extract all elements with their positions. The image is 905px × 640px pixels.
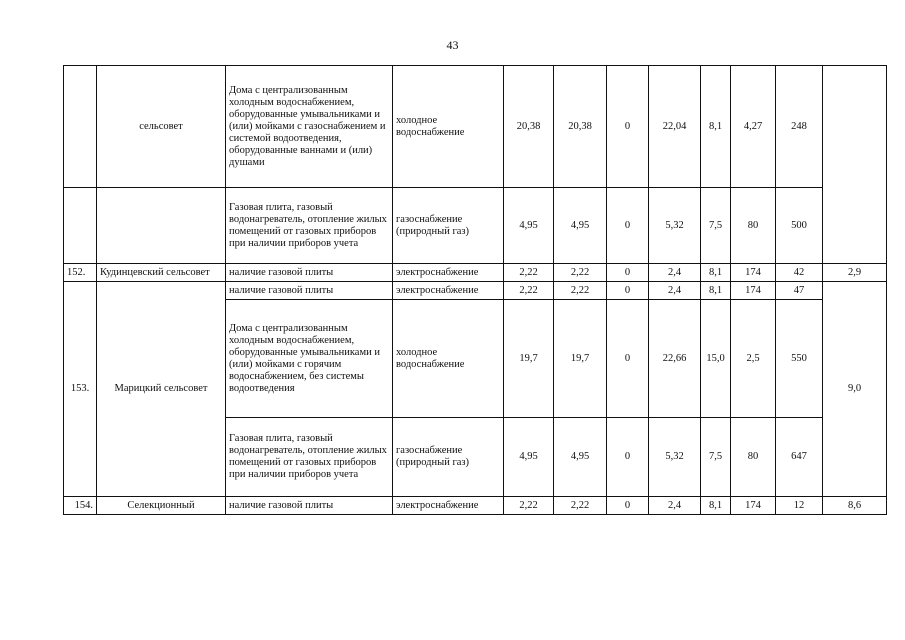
value-cell: 20,38: [554, 66, 607, 188]
value-cell: 248: [776, 66, 823, 188]
value-cell: 8,1: [701, 66, 731, 188]
settlement-cell: Селекционный: [97, 497, 226, 515]
value-cell: 5,32: [649, 188, 701, 264]
description-cell: Дома с централизованным холодным водоснабжением, оборудованные умывальниками и (или) мойками с газоснабжением и системой водоотведения, оборудованные ваннами и (или) душами: [226, 66, 393, 188]
total-cell: 8,6: [823, 497, 887, 515]
value-cell: 12: [776, 497, 823, 515]
value-cell: 19,7: [554, 300, 607, 418]
value-cell: 8,1: [701, 264, 731, 282]
value-cell: 5,32: [649, 418, 701, 497]
value-cell: 2,22: [504, 497, 554, 515]
value-cell: 2,22: [554, 264, 607, 282]
value-cell: 0: [607, 264, 649, 282]
service-cell: холодное водоснабжение: [393, 66, 504, 188]
value-cell: 0: [607, 188, 649, 264]
value-cell: 80: [731, 418, 776, 497]
row-number: [64, 188, 97, 264]
value-cell: 174: [731, 264, 776, 282]
row-number: [64, 66, 97, 188]
value-cell: 22,66: [649, 300, 701, 418]
value-cell: 15,0: [701, 300, 731, 418]
value-cell: 0: [607, 66, 649, 188]
value-cell: 550: [776, 300, 823, 418]
value-cell: 2,4: [649, 264, 701, 282]
total-cell: 9,0: [823, 282, 887, 497]
value-cell: 7,5: [701, 418, 731, 497]
page-number: 43: [446, 38, 459, 52]
service-cell: электроснабжение: [393, 497, 504, 515]
row-number: 153.: [64, 282, 97, 497]
value-cell: 2,4: [649, 497, 701, 515]
value-cell: 2,22: [554, 497, 607, 515]
total-cell: 2,9: [823, 264, 887, 282]
value-cell: 174: [731, 497, 776, 515]
value-cell: 4,95: [554, 188, 607, 264]
value-cell: 0: [607, 282, 649, 300]
value-cell: 2,4: [649, 282, 701, 300]
value-cell: 2,22: [554, 282, 607, 300]
value-cell: 0: [607, 497, 649, 515]
value-cell: 500: [776, 188, 823, 264]
service-cell: газоснабжение (природный газ): [393, 418, 504, 497]
value-cell: 47: [776, 282, 823, 300]
service-cell: холодное водоснабжение: [393, 300, 504, 418]
settlement-cell: Кудинцевский сельсовет: [97, 264, 226, 282]
settlement-cell: Марицкий сельсовет: [97, 282, 226, 497]
value-cell: 4,95: [504, 188, 554, 264]
description-cell: наличие газовой плиты: [226, 282, 393, 300]
value-cell: 8,1: [701, 282, 731, 300]
description-cell: Газовая плита, газовый водонагреватель, отопление жилых помещений от газовых приборов при наличии приборов учета: [226, 418, 393, 497]
description-cell: Газовая плита, газовый водонагреватель, отопление жилых помещений от газовых приборов при наличии приборов учета: [226, 188, 393, 264]
value-cell: 0: [607, 418, 649, 497]
table-row: [64, 264, 887, 282]
tariff-table: [63, 65, 887, 515]
value-cell: 4,95: [504, 418, 554, 497]
value-cell: 647: [776, 418, 823, 497]
service-cell: электроснабжение: [393, 264, 504, 282]
value-cell: 4,95: [554, 418, 607, 497]
row-number: 152.: [64, 264, 97, 282]
value-cell: 2,22: [504, 282, 554, 300]
value-cell: 174: [731, 282, 776, 300]
value-cell: 8,1: [701, 497, 731, 515]
value-cell: 0: [607, 300, 649, 418]
description-cell: Дома с централизованным холодным водоснабжением, оборудованные умывальниками и (или) мойками с горячим водоснабжением, без системы водоотведения: [226, 300, 393, 418]
service-cell: газоснабжение (природный газ): [393, 188, 504, 264]
description-cell: наличие газовой плиты: [226, 264, 393, 282]
table-row: [64, 188, 887, 264]
table-row: [64, 497, 887, 515]
value-cell: 4,27: [731, 66, 776, 188]
settlement-cell: сельсовет: [97, 66, 226, 188]
service-cell: электроснабжение: [393, 282, 504, 300]
value-cell: 19,7: [504, 300, 554, 418]
table-row: [64, 66, 887, 188]
value-cell: 2,5: [731, 300, 776, 418]
value-cell: 2,22: [504, 264, 554, 282]
value-cell: 42: [776, 264, 823, 282]
total-cell: [823, 66, 887, 264]
value-cell: 20,38: [504, 66, 554, 188]
settlement-cell: [97, 188, 226, 264]
value-cell: 22,04: [649, 66, 701, 188]
value-cell: 80: [731, 188, 776, 264]
value-cell: 7,5: [701, 188, 731, 264]
table-row: [64, 282, 887, 300]
row-number: 154.: [64, 497, 97, 515]
description-cell: наличие газовой плиты: [226, 497, 393, 515]
